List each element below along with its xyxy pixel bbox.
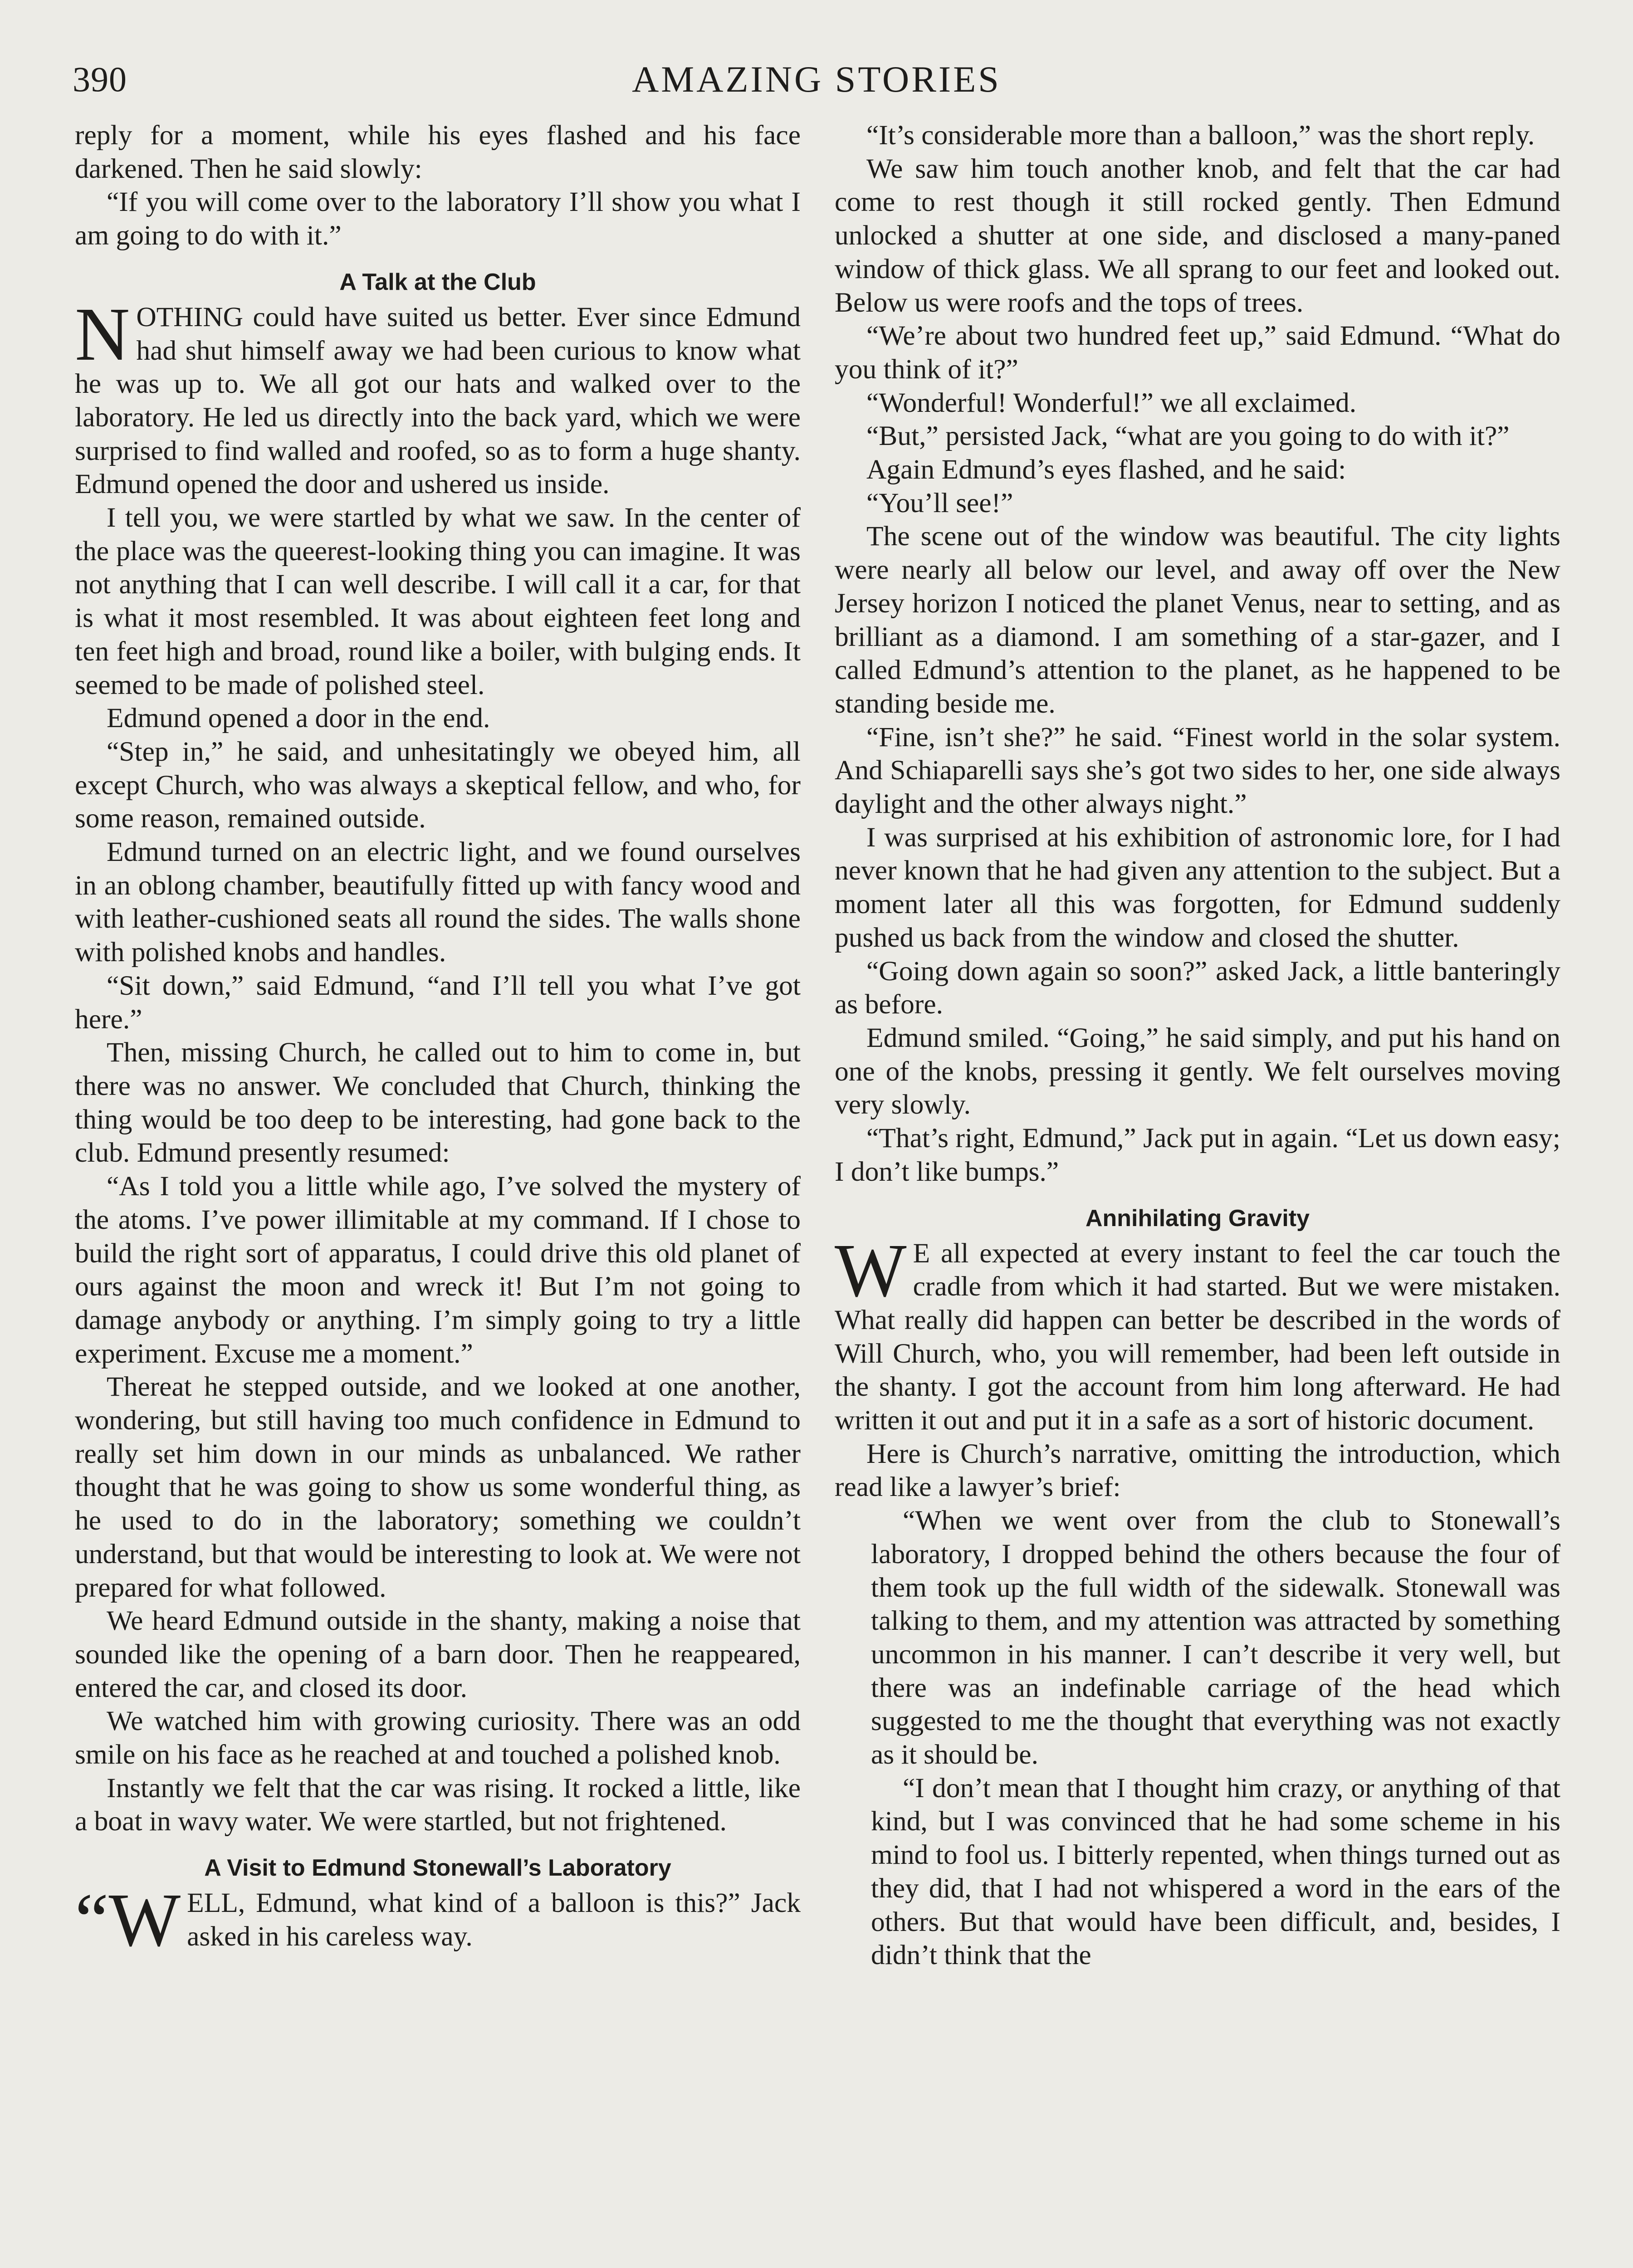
page-number: 390 xyxy=(73,59,127,99)
quoted-paragraph: “When we went over from the club to Stonewall’s laboratory, I dropped behind the others because the four of them took up the full width of the sidewalk. Stonewall was talking to them, and my attention was attracted by something uncommon in his manner. I can’t describe it very well, but there was an indefinable carriage of the head which suggested to me the thought that everything was not exactly as it should be. xyxy=(871,1505,1560,1770)
paragraph: “As I told you a little while ago, I’ve solved the mystery of the atoms. I’ve power illimitable at my command. If I chose to build the right sort of apparatus, I could drive this old planet of ours against the moon and wreck it! But I’m not going to damage anybody or anything. I’m simply going to try a little experiment. Excuse me a moment.” xyxy=(75,1171,801,1369)
paragraph: “That’s right, Edmund,” Jack put in again. “Let us down easy; I don’t like bumps.” xyxy=(835,1123,1560,1187)
paragraph-text: E all expected at every instant to feel the car touch the cradle from which it had started. But we were mistaken. What really did happen can better be described in the words of Will Church, who, you will remember, had been left outside in the shanty. I got the account from him long afterward. He had written it out and put it in a safe as a sort of historic document. xyxy=(835,1237,1560,1436)
drop-cap: W xyxy=(835,1228,907,1313)
paragraph: We watched him with growing curiosity. There was an odd smile on his face as he reached at and touched a polished knob. xyxy=(75,1706,801,1770)
paragraph: Thereat he stepped outside, and we looked at one another, wondering, but still having too much confidence in Edmund to really set him down in our minds as unbalanced. We rather thought that he was going to show us some wonderful thing, as he used to do in the laboratory; something we couldn’t understand, but that would be interesting to look at. We were not prepared for what followed. xyxy=(75,1371,801,1603)
paragraph: “It’s considerable more than a balloon,” was the short reply. xyxy=(866,120,1535,151)
paragraph xyxy=(75,1878,801,1963)
paragraph-text: ELL, Edmund, what kind of a balloon is this?” Jack asked in his careless way. xyxy=(187,1887,801,1952)
paragraph: “If you will come over to the laboratory I’ll show you what I am going to do with it.” xyxy=(75,186,801,251)
paragraph: Again Edmund’s eyes flashed, and he said: xyxy=(866,454,1346,485)
paragraph-text: OTHING could have suited us better. Ever since Edmund had shut himself away we had been curious to know what he was up to. We all got our hats and walked over to the laboratory. He led us directly into the back yard, which we were surprised to find walled and roofed, so as to form a huge shanty. Edmund opened the door and ushered us inside. xyxy=(75,301,801,500)
paragraph: “Wonderful! Wonderful!” we all exclaimed. xyxy=(866,387,1357,418)
drop-cap: “W xyxy=(75,1878,181,1963)
section-heading: Annihilating Gravity xyxy=(1085,1205,1310,1232)
paragraph: reply for a moment, while his eyes flashed and his face darkened. Then he said slowly: xyxy=(75,120,801,184)
paragraph: “You’ll see!” xyxy=(866,487,1013,518)
paragraph xyxy=(835,1228,1560,1437)
paragraph: Then, missing Church, he called out to him to come in, but there was no answer. We concluded that Church, thinking the thing would be too deep to be interesting, had gone back to the club. Edmund presently resumed: xyxy=(75,1037,801,1168)
paragraph: I tell you, we were startled by what we saw. In the center of the place was the queerest-looking thing you can imagine. It was not anything that I can well describe. I will call it a car, for that is what it most resembled. It was about eighteen feet long and ten feet high and broad, round like a boiler, with bulging ends. It seemed to be made of polished steel. xyxy=(75,502,801,700)
paragraph xyxy=(75,292,801,501)
paragraph: “Sit down,” said Edmund, “and I’ll tell you what I’ve got here.” xyxy=(75,970,801,1035)
paragraph: I was surprised at his exhibition of astronomic lore, for I had never known that he had given any attention to the subject. But a moment later all this was forgotten, for Edmund suddenly pushed us back from the window and closed the shutter. xyxy=(835,821,1560,953)
running-title: AMAZING STORIES xyxy=(632,59,1001,100)
paragraph: Edmund turned on an electric light, and we found ourselves in an oblong chamber, beautifully fitted up with fancy wood and with leather-cushioned seats all round the sides. The walls shone with polished knobs and handles. xyxy=(75,836,801,968)
drop-cap: N xyxy=(75,292,130,376)
right-column xyxy=(835,119,1560,1972)
paragraph: The scene out of the window was beautiful. The city lights were nearly all below our level, and away off over the New Jersey horizon I noticed the planet Venus, near to setting, and as brilliant as a diamond. I am something of a star-gazer, and I called Edmund’s attention to the planet, as he happened to be standing beside me. xyxy=(835,521,1560,719)
page-header xyxy=(0,54,1633,113)
quoted-paragraph: “I don’t mean that I thought him crazy, or anything of that kind, but I was convinced that he had some scheme in his mind to fool us. I bitterly repented, when things turned out as they did, that I had not whispered a word in the ears of the others. But that would have been difficult, and, besides, I didn’t think that the xyxy=(871,1772,1560,1971)
paragraph: We heard Edmund outside in the shanty, making a noise that sounded like the opening of a barn door. Then he reappeared, entered the car, and closed its door. xyxy=(75,1605,801,1703)
paragraph: “Step in,” he said, and unhesitatingly we obeyed him, all except Church, who was always a skeptical fellow, and who, for some reason, remained outside. xyxy=(75,736,801,834)
paragraph: Here is Church’s narrative, omitting the introduction, which read like a lawyer’s brief: xyxy=(835,1438,1560,1503)
paragraph: “But,” persisted Jack, “what are you going to do with it?” xyxy=(866,420,1510,452)
paragraph: Instantly we felt that the car was rising. It rocked a little, like a boat in wavy water. We were startled, but not frightened. xyxy=(75,1772,801,1837)
section-heading: A Visit to Edmund Stonewall’s Laboratory xyxy=(204,1855,671,1882)
left-column xyxy=(75,119,801,1963)
paragraph: “Going down again so soon?” asked Jack, a little banteringly as before. xyxy=(835,955,1560,1020)
paragraph: “We’re about two hundred feet up,” said Edmund. “What do you think of it?” xyxy=(835,320,1560,385)
paragraph: Edmund smiled. “Going,” he said simply, and put his hand on one of the knobs, pressing it gently. We felt ourselves moving very slowly. xyxy=(835,1022,1560,1120)
section-heading: A Talk at the Club xyxy=(339,269,536,295)
paragraph: “Fine, isn’t she?” he said. “Finest world in the solar system. And Schiaparelli says she’s got two sides to her, one side always daylight and the other always night.” xyxy=(835,721,1560,820)
paragraph: Edmund opened a door in the end. xyxy=(107,703,490,734)
paragraph: We saw him touch another knob, and felt that the car had come to rest though it still rocked gently. Then Edmund unlocked a shutter at one side, and disclosed a many-paned window of thick glass. We all sprang to our feet and looked out. Below us were roofs and the tops of trees. xyxy=(835,153,1560,318)
